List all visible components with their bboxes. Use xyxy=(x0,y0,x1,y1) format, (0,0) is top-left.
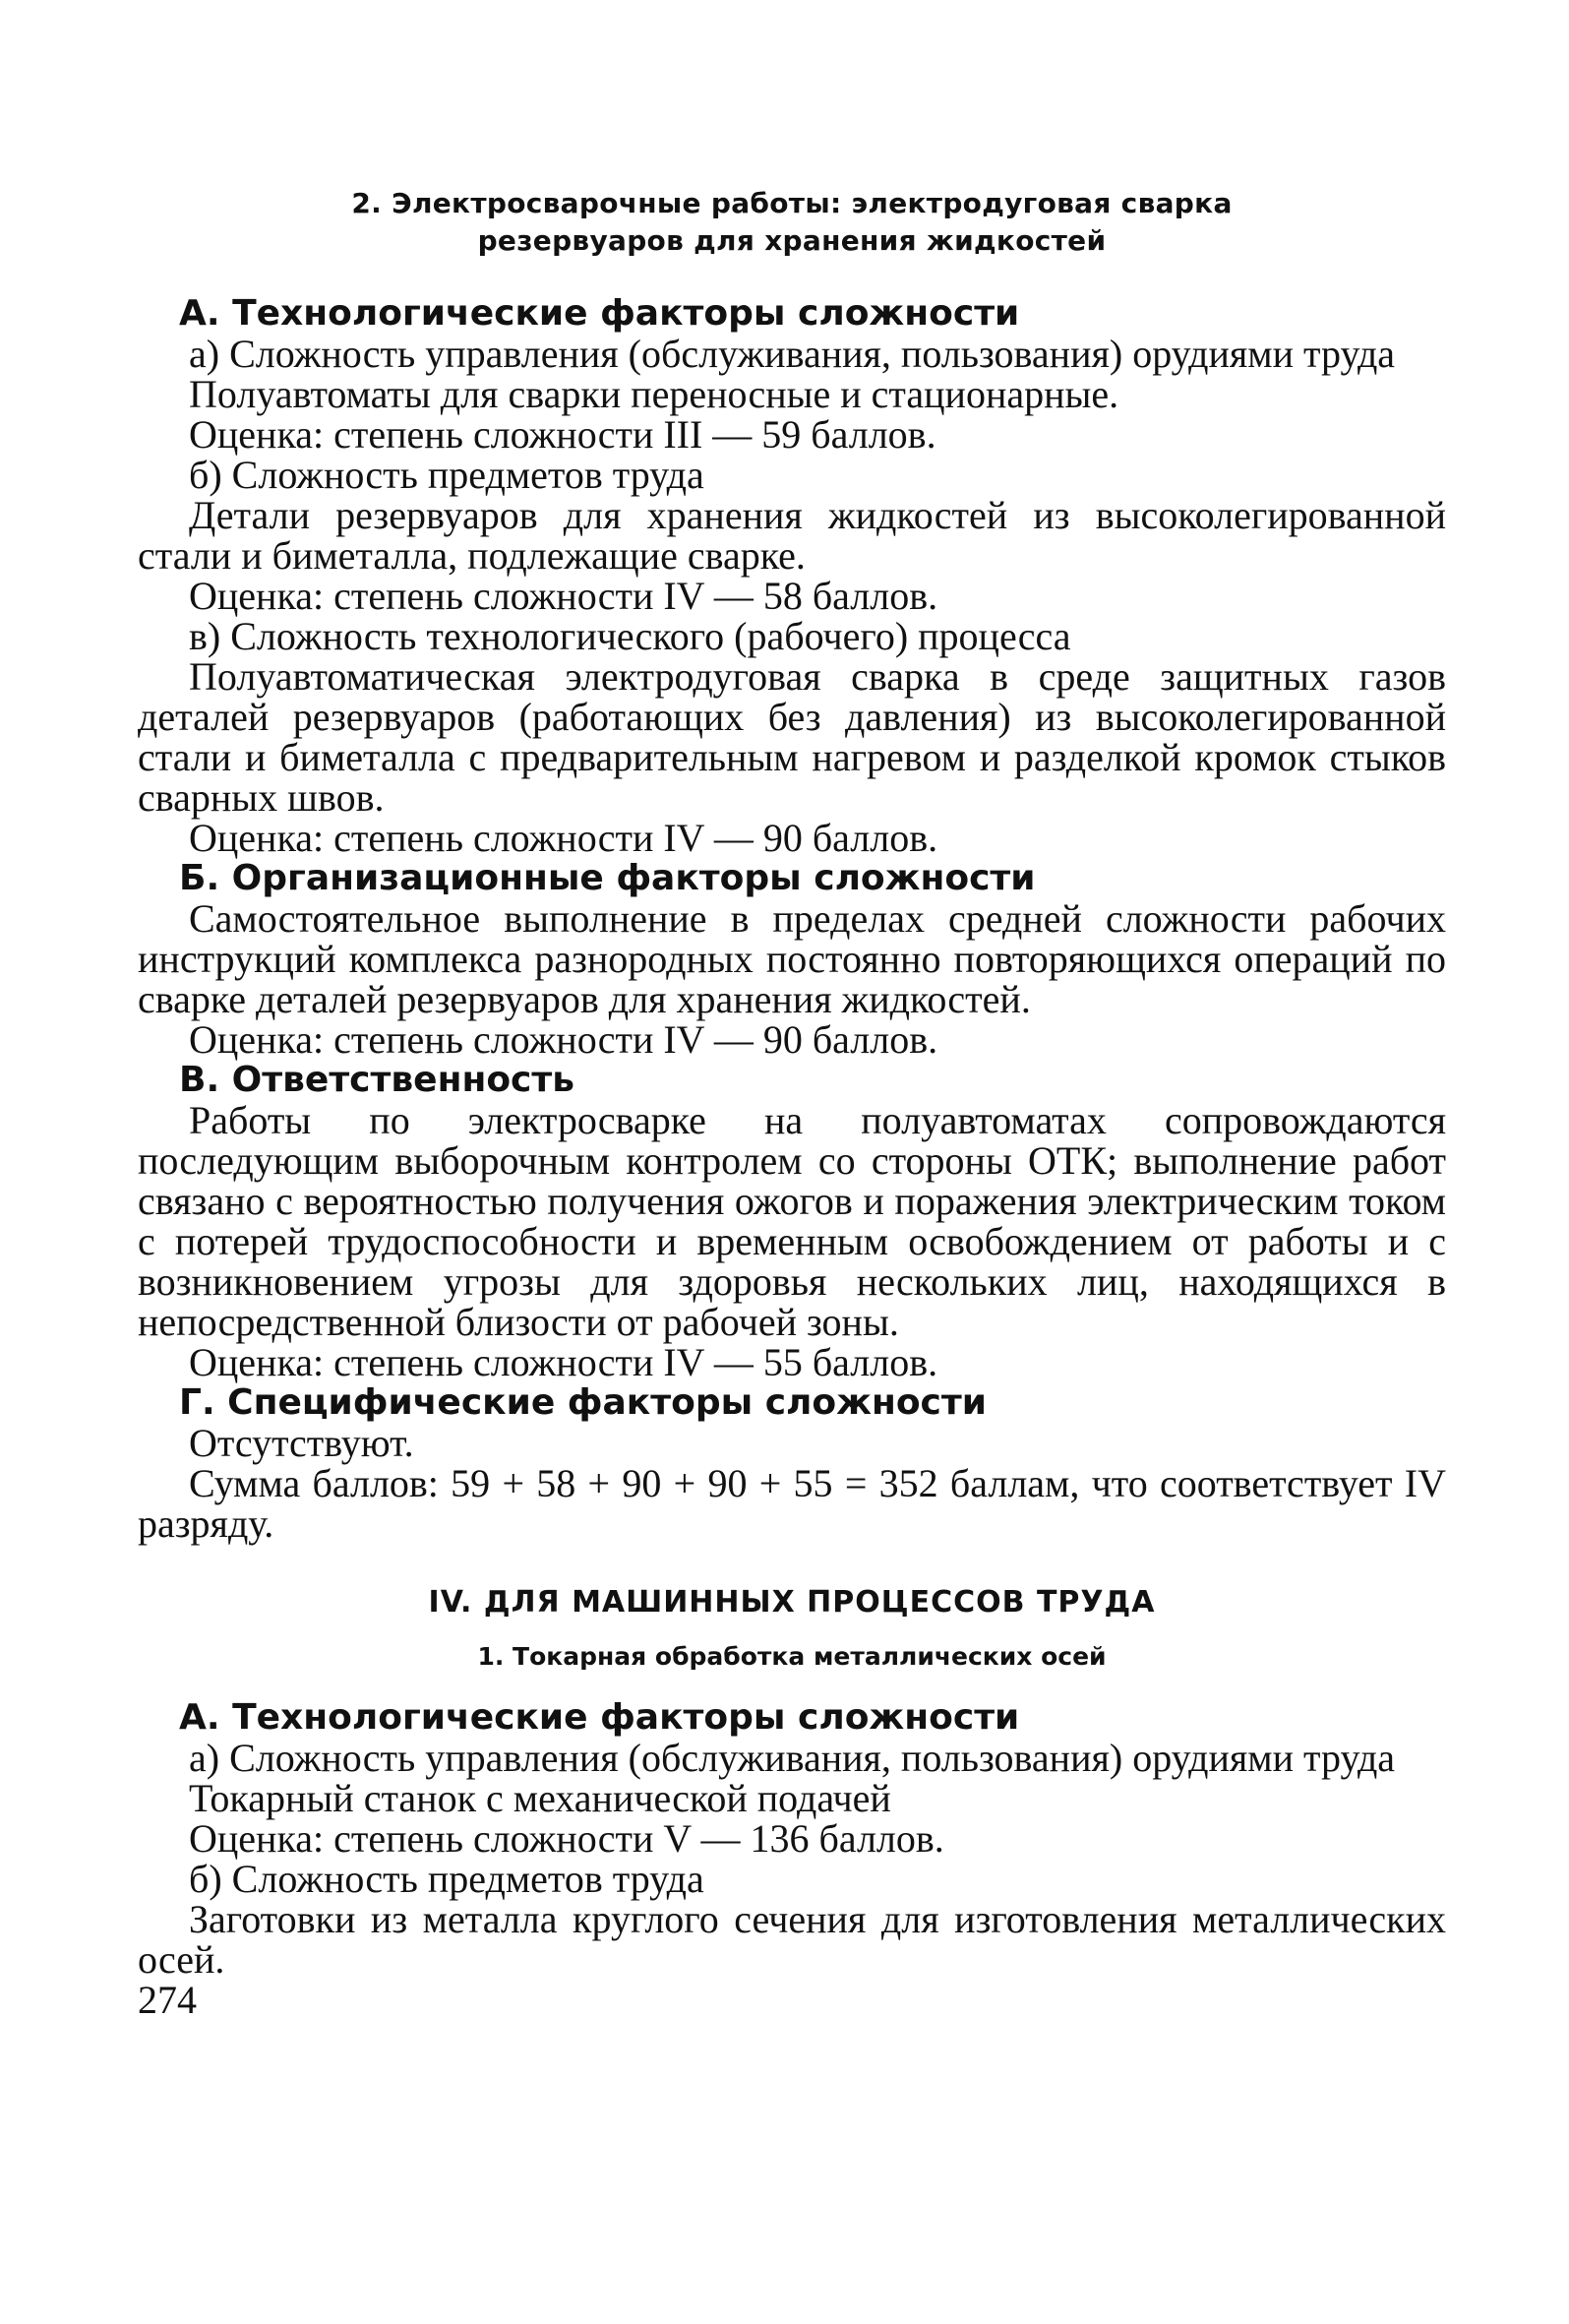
specific-factors-heading: Г. Специфические факторы сложности xyxy=(179,1382,987,1423)
objects-complexity-text: Детали резервуаров для хранения жидкостей из высоколегированной стали и биметалла, подлежащие сварке. xyxy=(138,493,1446,578)
subsection-title: 1. Токарная обработка металлических осей xyxy=(477,1642,1107,1671)
responsibility-heading: В. Ответственность xyxy=(179,1060,575,1100)
technological-factors-heading: А. Технологические факторы сложности xyxy=(179,293,1020,334)
part-title: IV. ДЛЯ МАШИННЫХ ПРОЦЕССОВ ТРУДА xyxy=(428,1585,1156,1620)
machine-tools-complexity-label: а) Сложность управления (обслуживания, пользования) орудиями труда xyxy=(189,1736,1396,1780)
tools-complexity-score: Оценка: степень сложности III — 59 баллов. xyxy=(189,412,936,457)
score-sum-text: Сумма баллов: 59 + 58 + 90 + 90 + 55 = 352 баллам, что соответствует IV разряду. xyxy=(138,1461,1446,1546)
page-number: 274 xyxy=(138,1978,197,2022)
objects-complexity-label: б) Сложность предметов труда xyxy=(189,453,704,497)
tools-complexity-label: а) Сложность управления (обслуживания, пользования) орудиями труда xyxy=(189,332,1396,376)
organizational-factors-text: Самостоятельное выполнение в пределах средней сложности рабочих инструкций комплекса разнородных постоянно повторяющихся операций по сварке деталей резервуаров для хранения жидкостей. xyxy=(138,896,1446,1021)
machine-tools-complexity-score: Оценка: степень сложности V — 136 баллов. xyxy=(189,1816,944,1861)
responsibility-text: Работы по электросварке на полуавтоматах сопровождаются последующим выборочным контролем со стороны ОТК; выполнение работ связано с вероятностью получения ожогов и поражения электрическим током с потерей трудоспособности и временным освобождением от работы и с возникновением угрозы для здоровья нескольких лиц, находящихся в непосредственной близости от рабочей зоны. xyxy=(138,1098,1446,1344)
objects-complexity-score: Оценка: степень сложности IV — 58 баллов. xyxy=(189,574,938,618)
section-title xyxy=(138,185,1446,260)
book-page xyxy=(138,185,1446,2020)
organizational-factors-score: Оценка: степень сложности IV — 90 баллов. xyxy=(189,1017,938,1062)
tools-complexity-text: Полуавтоматы для сварки переносные и стационарные. xyxy=(189,372,1119,416)
organizational-factors-heading: Б. Организационные факторы сложности xyxy=(179,858,1036,898)
specific-factors-text: Отсутствуют. xyxy=(189,1421,414,1465)
process-complexity-score: Оценка: степень сложности IV — 90 баллов. xyxy=(189,816,938,860)
responsibility-score: Оценка: степень сложности IV — 55 баллов. xyxy=(189,1340,938,1384)
section-title-line-1: 2. Электросварочные работы: электродуговая сварка xyxy=(351,187,1233,219)
machine-tools-complexity-text: Токарный станок с механической подачей xyxy=(189,1776,891,1820)
process-complexity-text: Полуавтоматическая электродуговая сварка в среде защитных газов деталей резервуаров (работающих без давления) из высоколегированной стали и биметалла с предварительным нагревом и разделкой кромок стыков сварных швов. xyxy=(138,654,1446,820)
machine-objects-complexity-label: б) Сложность предметов труда xyxy=(189,1857,704,1901)
section-title-line-2: резервуаров для хранения жидкостей xyxy=(477,224,1107,257)
machine-objects-complexity-text: Заготовки из металла круглого сечения для изготовления металлических осей. xyxy=(138,1897,1446,1982)
machine-technological-factors-heading: А. Технологические факторы сложности xyxy=(179,1697,1020,1738)
process-complexity-label: в) Сложность технологического (рабочего) процесса xyxy=(189,614,1071,658)
